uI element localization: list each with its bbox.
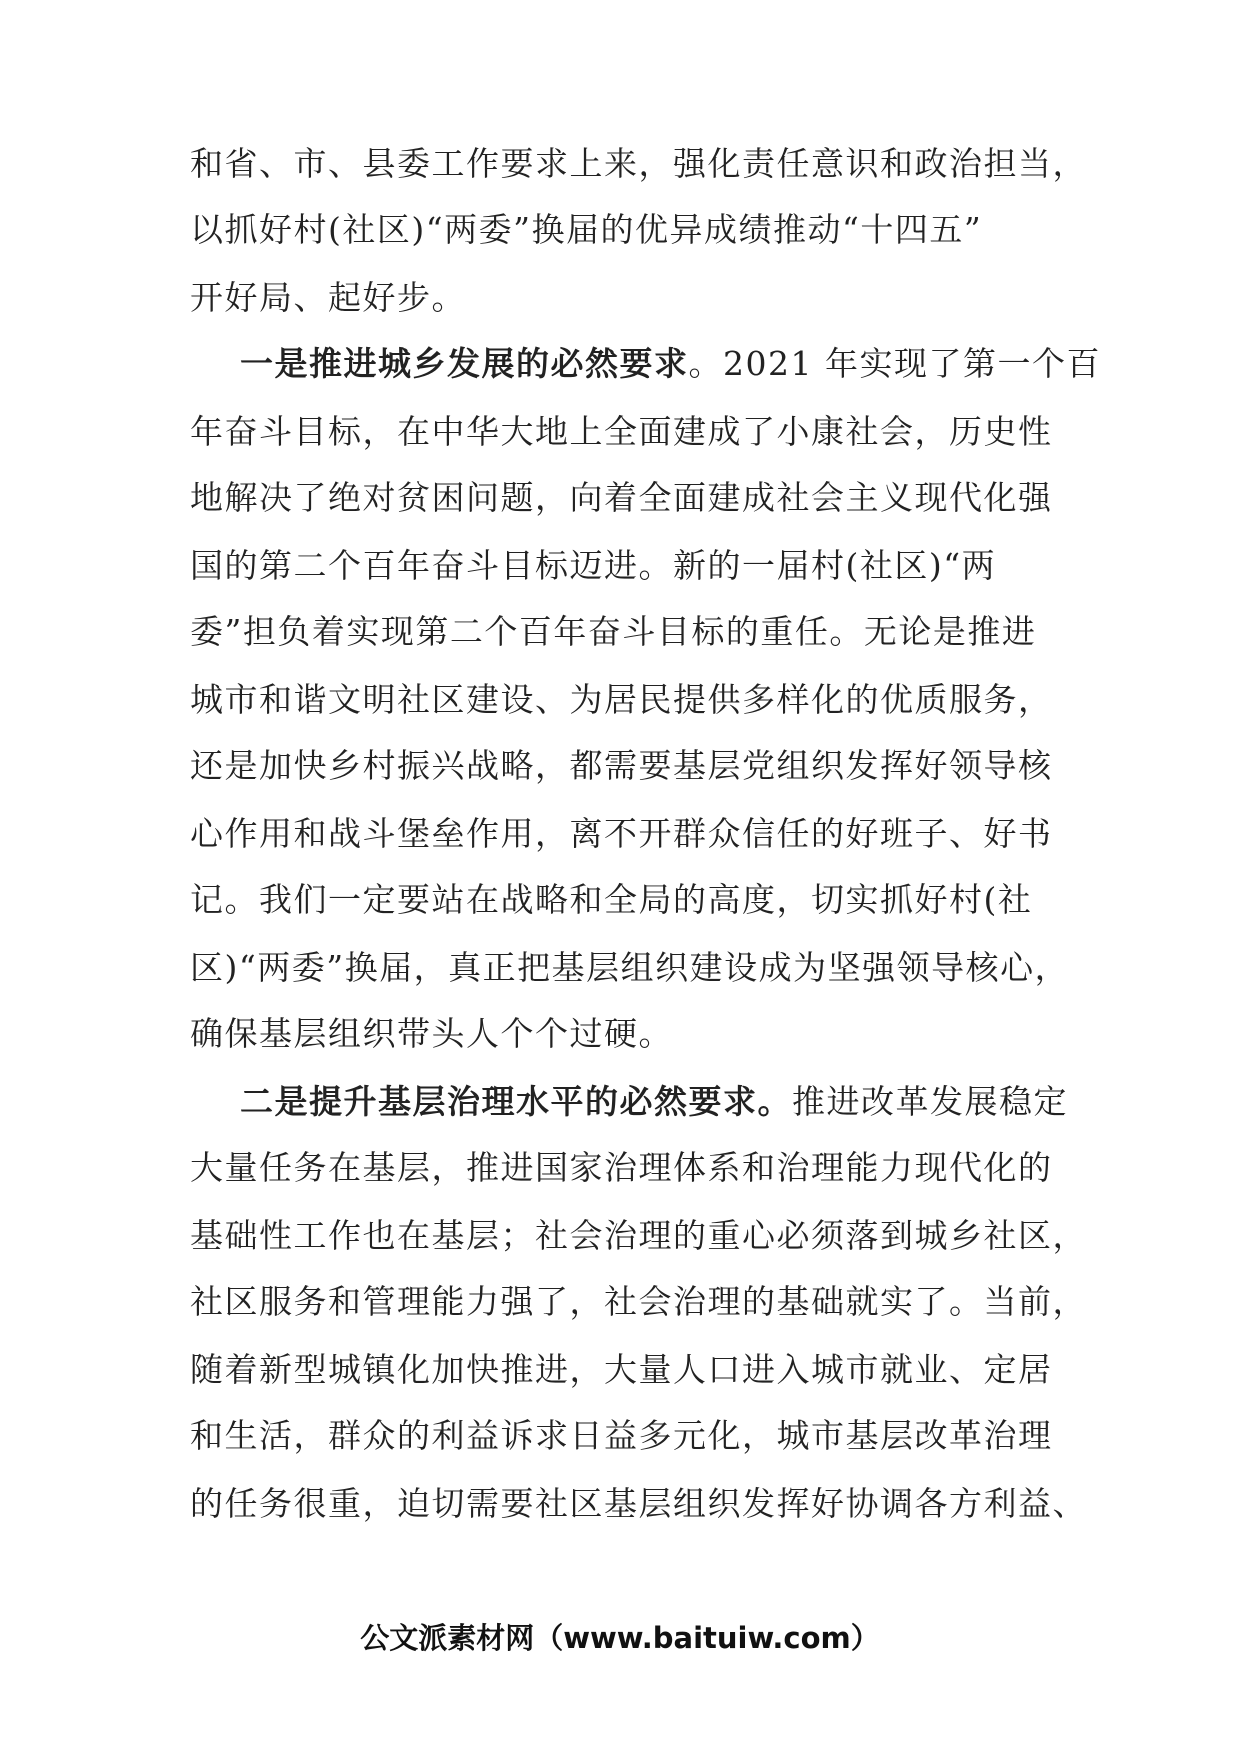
paragraph-line: 城市和谐文明社区建设、为居民提供多样化的优质服务， [190, 680, 1053, 719]
section2-first-line [240, 1082, 1068, 1122]
section1-first-line-rest: 。2021 年实现了第一个百 [688, 344, 1101, 383]
footer-site-text: 公文派素材网（www.baituiw.com） [360, 1621, 880, 1655]
paragraph-line: 以抓好村(社区)“两委”换届的优异成绩推动“十四五” [190, 210, 983, 249]
paragraph-line: 基础性工作也在基层；社会治理的重心必须落到城乡社区， [190, 1216, 1087, 1255]
section1-first-line [240, 344, 1101, 384]
paragraph-line: 地解决了绝对贫困问题，向着全面建成社会主义现代化强 [190, 478, 1053, 517]
paragraph-line: 区)“两委”换届，真正把基层组织建设成为坚强领导核心， [190, 948, 1070, 987]
paragraph-line: 年奋斗目标，在中华大地上全面建成了小康社会，历史性 [190, 412, 1053, 451]
paragraph-line: 国的第二个百年奋斗目标迈进。新的一届村(社区)“两 [190, 546, 997, 585]
paragraph-line: 和生活，群众的利益诉求日益多元化，城市基层改革治理 [190, 1416, 1053, 1455]
paragraph-line: 的任务很重，迫切需要社区基层组织发挥好协调各方利益、 [190, 1484, 1087, 1523]
section2-heading: 二是提升基层治理水平的必然要求。 [240, 1082, 792, 1121]
paragraph-line: 和省、市、县委工作要求上来，强化责任意识和政治担当， [190, 144, 1087, 183]
paragraph-line: 心作用和战斗堡垒作用，离不开群众信任的好班子、好书 [190, 814, 1053, 853]
paragraph-line: 社区服务和管理能力强了，社会治理的基础就实了。当前， [190, 1282, 1087, 1321]
section2-first-line-rest: 推进改革发展稳定 [792, 1082, 1068, 1121]
paragraph-line: 开好局、起好步。 [190, 278, 466, 317]
paragraph-line: 大量任务在基层，推进国家治理体系和治理能力现代化的 [190, 1148, 1053, 1187]
paragraph-line: 还是加快乡村振兴战略，都需要基层党组织发挥好领导核 [190, 746, 1053, 785]
paragraph-line: 委”担负着实现第二个百年奋斗目标的重任。无论是推进 [190, 612, 1037, 651]
section1-heading: 一是推进城乡发展的必然要求 [240, 344, 689, 383]
paragraph-line: 记。我们一定要站在战略和全局的高度，切实抓好村(社 [190, 880, 1033, 919]
paragraph-line: 确保基层组织带头人个个过硬。 [190, 1014, 673, 1053]
paragraph-line: 随着新型城镇化加快推进，大量人口进入城市就业、定居 [190, 1350, 1053, 1389]
